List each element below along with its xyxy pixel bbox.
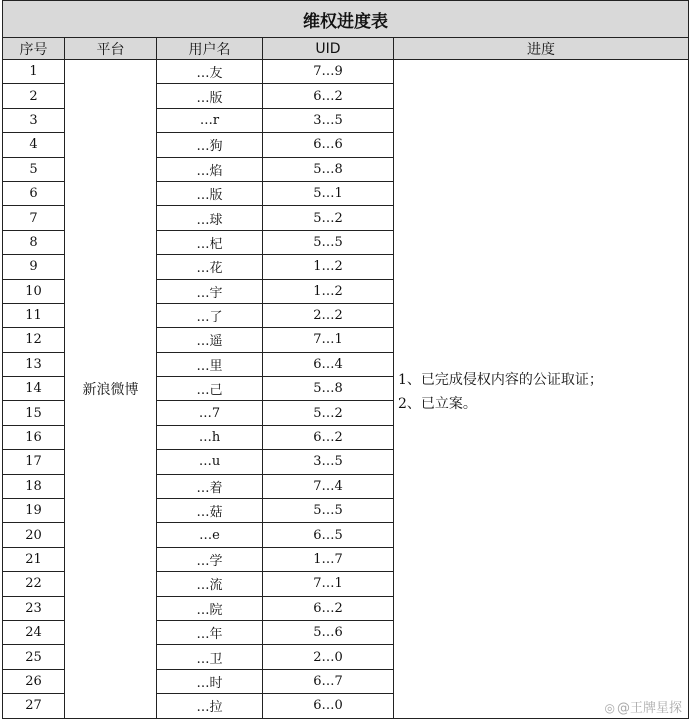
row-number: 17	[3, 450, 65, 474]
uid-cell: 3…5	[263, 450, 394, 474]
row-number: 27	[3, 694, 65, 718]
username-cell: …杞	[157, 230, 263, 254]
row-number: 22	[3, 572, 65, 596]
table-title: 维权进度表	[3, 1, 689, 38]
username-cell: …卫	[157, 645, 263, 669]
uid-cell: 1…2	[263, 255, 394, 279]
username-cell: …年	[157, 620, 263, 644]
uid-cell: 6…0	[263, 694, 394, 718]
uid-cell: 6…4	[263, 352, 394, 376]
column-header-uid: UID	[263, 38, 394, 60]
row-number: 20	[3, 523, 65, 547]
row-number: 13	[3, 352, 65, 376]
row-number: 4	[3, 133, 65, 157]
username-cell: …流	[157, 572, 263, 596]
username-cell: …u	[157, 450, 263, 474]
row-number: 15	[3, 401, 65, 425]
uid-cell: 1…2	[263, 279, 394, 303]
column-header-progress: 进度	[394, 38, 689, 60]
row-number: 9	[3, 255, 65, 279]
uid-cell: 2…0	[263, 645, 394, 669]
username-cell: …花	[157, 255, 263, 279]
username-cell: …版	[157, 181, 263, 205]
uid-cell: 3…5	[263, 108, 394, 132]
uid-cell: 5…8	[263, 377, 394, 401]
username-cell: …友	[157, 60, 263, 84]
progress-item: 1、已完成侵权内容的公证取证；	[398, 372, 603, 388]
username-cell: …h	[157, 425, 263, 449]
row-number: 3	[3, 108, 65, 132]
uid-cell: 6…2	[263, 425, 394, 449]
uid-cell: 7…4	[263, 474, 394, 498]
weibo-icon: ◎	[604, 701, 615, 715]
column-header-username: 用户名	[157, 38, 263, 60]
uid-cell: 6…7	[263, 669, 394, 693]
table-body	[3, 60, 689, 719]
username-cell: …r	[157, 108, 263, 132]
progress-item: 2、已立案。	[398, 396, 477, 412]
uid-cell: 5…8	[263, 157, 394, 181]
platform-cell: 新浪微博	[65, 60, 157, 719]
uid-cell: 5…5	[263, 230, 394, 254]
rights-progress-table	[2, 0, 689, 719]
username-cell: …院	[157, 596, 263, 620]
row-number: 18	[3, 474, 65, 498]
row-number: 10	[3, 279, 65, 303]
column-header-platform: 平台	[65, 38, 157, 60]
username-cell: …e	[157, 523, 263, 547]
username-cell: …了	[157, 303, 263, 327]
row-number: 2	[3, 84, 65, 108]
username-cell: …己	[157, 377, 263, 401]
row-number: 6	[3, 181, 65, 205]
uid-cell: 5…2	[263, 401, 394, 425]
uid-cell: 1…7	[263, 547, 394, 571]
watermark-text: @王牌星探	[616, 701, 682, 716]
row-number: 23	[3, 596, 65, 620]
watermark	[605, 697, 683, 716]
uid-cell: 6…2	[263, 596, 394, 620]
row-number: 21	[3, 547, 65, 571]
username-cell: …学	[157, 547, 263, 571]
row-number: 8	[3, 230, 65, 254]
row-number: 7	[3, 206, 65, 230]
username-cell: …着	[157, 474, 263, 498]
row-number: 11	[3, 303, 65, 327]
row-number: 5	[3, 157, 65, 181]
username-cell: …遥	[157, 328, 263, 352]
uid-cell: 7…1	[263, 572, 394, 596]
uid-cell: 6…5	[263, 523, 394, 547]
uid-cell: 5…6	[263, 620, 394, 644]
username-cell: …时	[157, 669, 263, 693]
uid-cell: 7…1	[263, 328, 394, 352]
username-cell: …里	[157, 352, 263, 376]
row-number: 24	[3, 620, 65, 644]
username-cell: …焰	[157, 157, 263, 181]
row-number: 12	[3, 328, 65, 352]
uid-cell: 5…1	[263, 181, 394, 205]
username-cell: …7	[157, 401, 263, 425]
uid-cell: 7…9	[263, 60, 394, 84]
row-number: 26	[3, 669, 65, 693]
progress-cell	[394, 60, 689, 719]
uid-cell: 5…5	[263, 499, 394, 523]
row-number: 19	[3, 499, 65, 523]
column-header-no: 序号	[3, 38, 65, 60]
row-number: 16	[3, 425, 65, 449]
row-number: 25	[3, 645, 65, 669]
row-number: 1	[3, 60, 65, 84]
table-row	[3, 60, 689, 84]
username-cell: …拉	[157, 694, 263, 718]
row-number: 14	[3, 377, 65, 401]
uid-cell: 2…2	[263, 303, 394, 327]
username-cell: …版	[157, 84, 263, 108]
username-cell: …宇	[157, 279, 263, 303]
uid-cell: 6…2	[263, 84, 394, 108]
uid-cell: 6…6	[263, 133, 394, 157]
uid-cell: 5…2	[263, 206, 394, 230]
username-cell: …狗	[157, 133, 263, 157]
username-cell: …球	[157, 206, 263, 230]
username-cell: …菇	[157, 499, 263, 523]
